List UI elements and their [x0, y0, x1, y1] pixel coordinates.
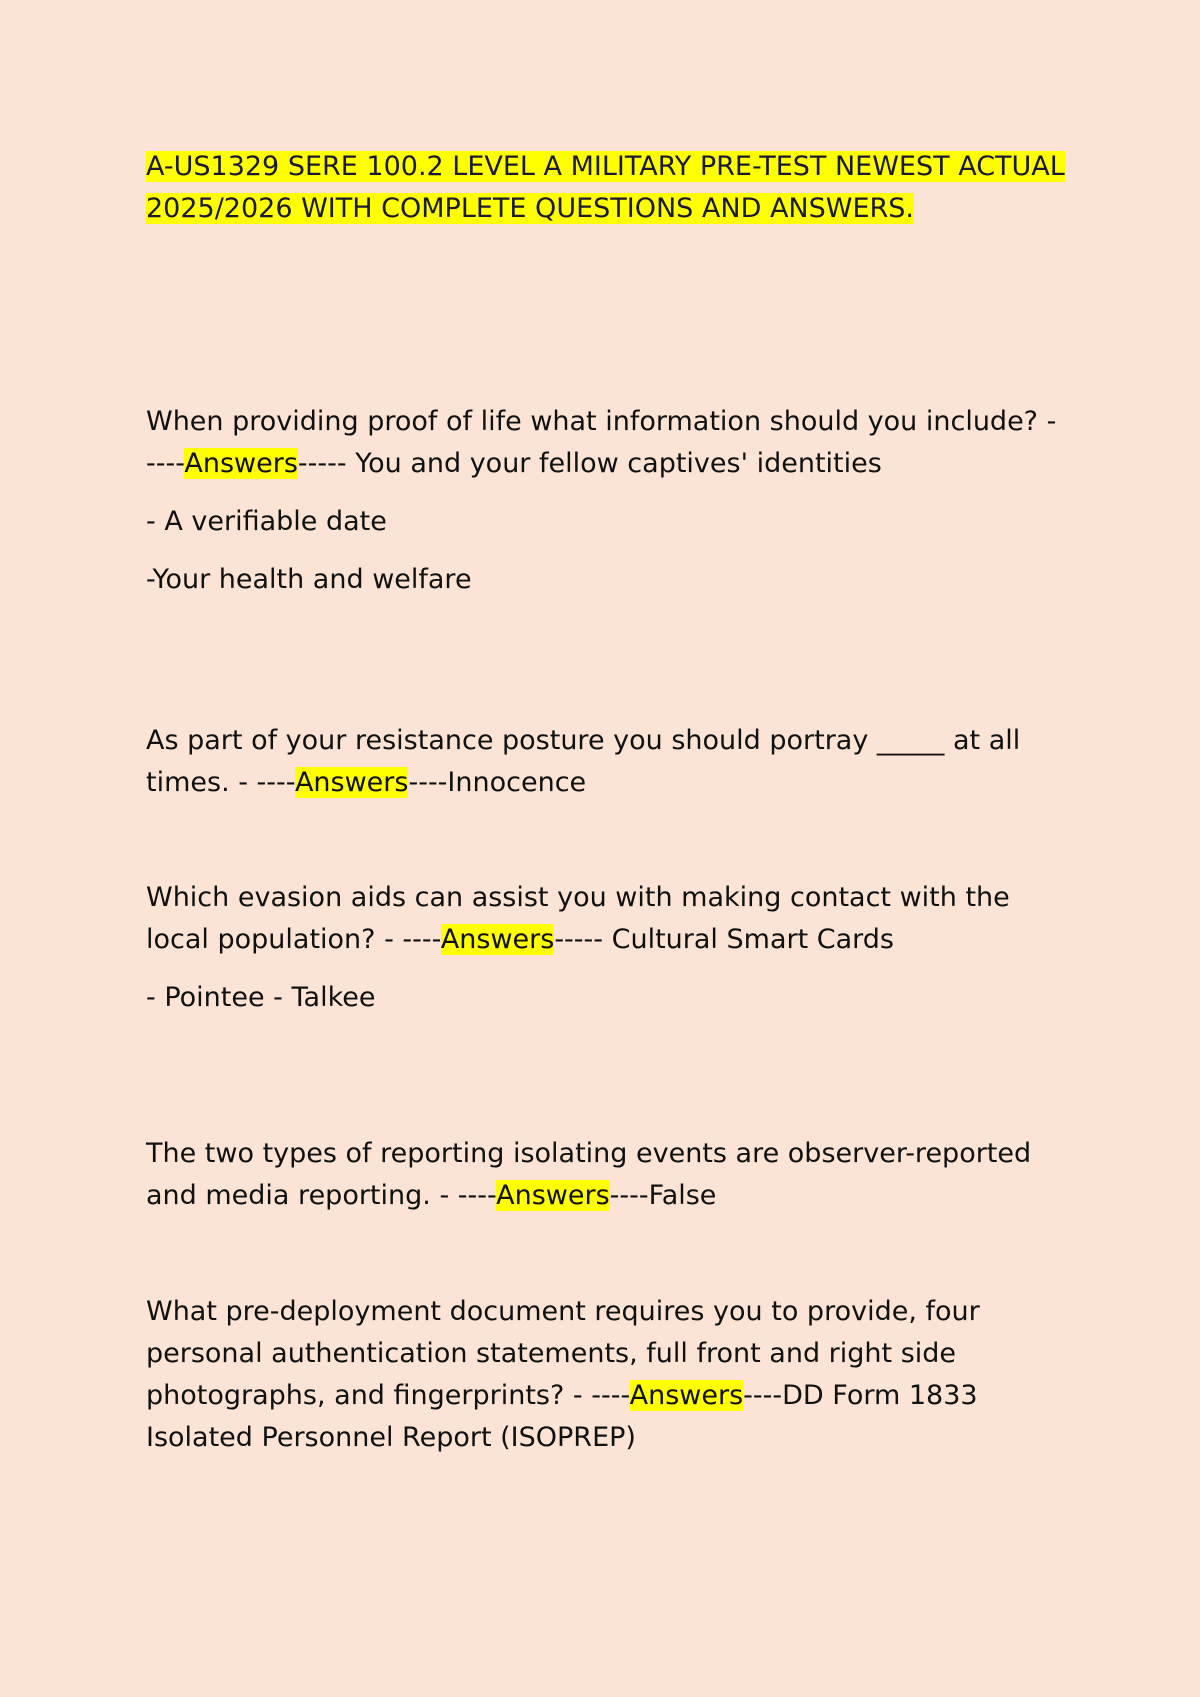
qa-item-1: [146, 401, 1066, 601]
question: Which evasion aids can assist you with making contact with the local population? - ----: [146, 882, 1010, 955]
qa-item-2: [146, 720, 1066, 804]
question-text: [146, 877, 1066, 961]
answers-label: Answers: [496, 1180, 610, 1211]
title-highlight: A-US1329 SERE 100.2 LEVEL A MILITARY PRE-TEST NEWEST ACTUAL 2025/2026 WITH COMPLETE QUESTIONS AND ANSWERS.: [146, 151, 1065, 224]
qa-item-4: [146, 1133, 1066, 1217]
question: When providing proof of life what information should you include? - ----: [146, 406, 1057, 479]
answer: ----Innocence: [408, 767, 587, 798]
question-text: [146, 1291, 1066, 1459]
answers-label: Answers: [294, 767, 409, 798]
answer: ----DD Form 1833 Isolated Personnel Report (ISOPREP): [146, 1380, 978, 1453]
question-text: [146, 1133, 1066, 1217]
question: What pre-deployment document requires you to provide, four personal authentication statements, full front and right side photographs, and fingerprints? - ----: [146, 1296, 980, 1411]
question: The two types of reporting isolating events are observer-reported and media reporting. - ----: [146, 1138, 1032, 1211]
question-text: [146, 720, 1066, 804]
answer: ----- Cultural Smart Cards: [554, 924, 894, 955]
answers-label: Answers: [629, 1380, 744, 1411]
qa-item-5: [146, 1291, 1066, 1459]
answer: ----- You and your fellow captives' identities: [297, 448, 882, 479]
answer-extra: - A verifiable date: [146, 506, 387, 537]
question: As part of your resistance posture you should portray _____ at all times. - ----: [146, 725, 1021, 798]
answer: ----False: [609, 1180, 717, 1211]
answer-extra: -Your health and welfare: [146, 564, 472, 595]
answers-label: Answers: [184, 448, 298, 479]
answers-label: Answers: [440, 924, 555, 955]
qa-item-3: [146, 877, 1066, 1019]
answer-extra: - Pointee - Talkee: [146, 982, 376, 1013]
document-title: [146, 146, 1066, 230]
question-text: [146, 401, 1066, 485]
